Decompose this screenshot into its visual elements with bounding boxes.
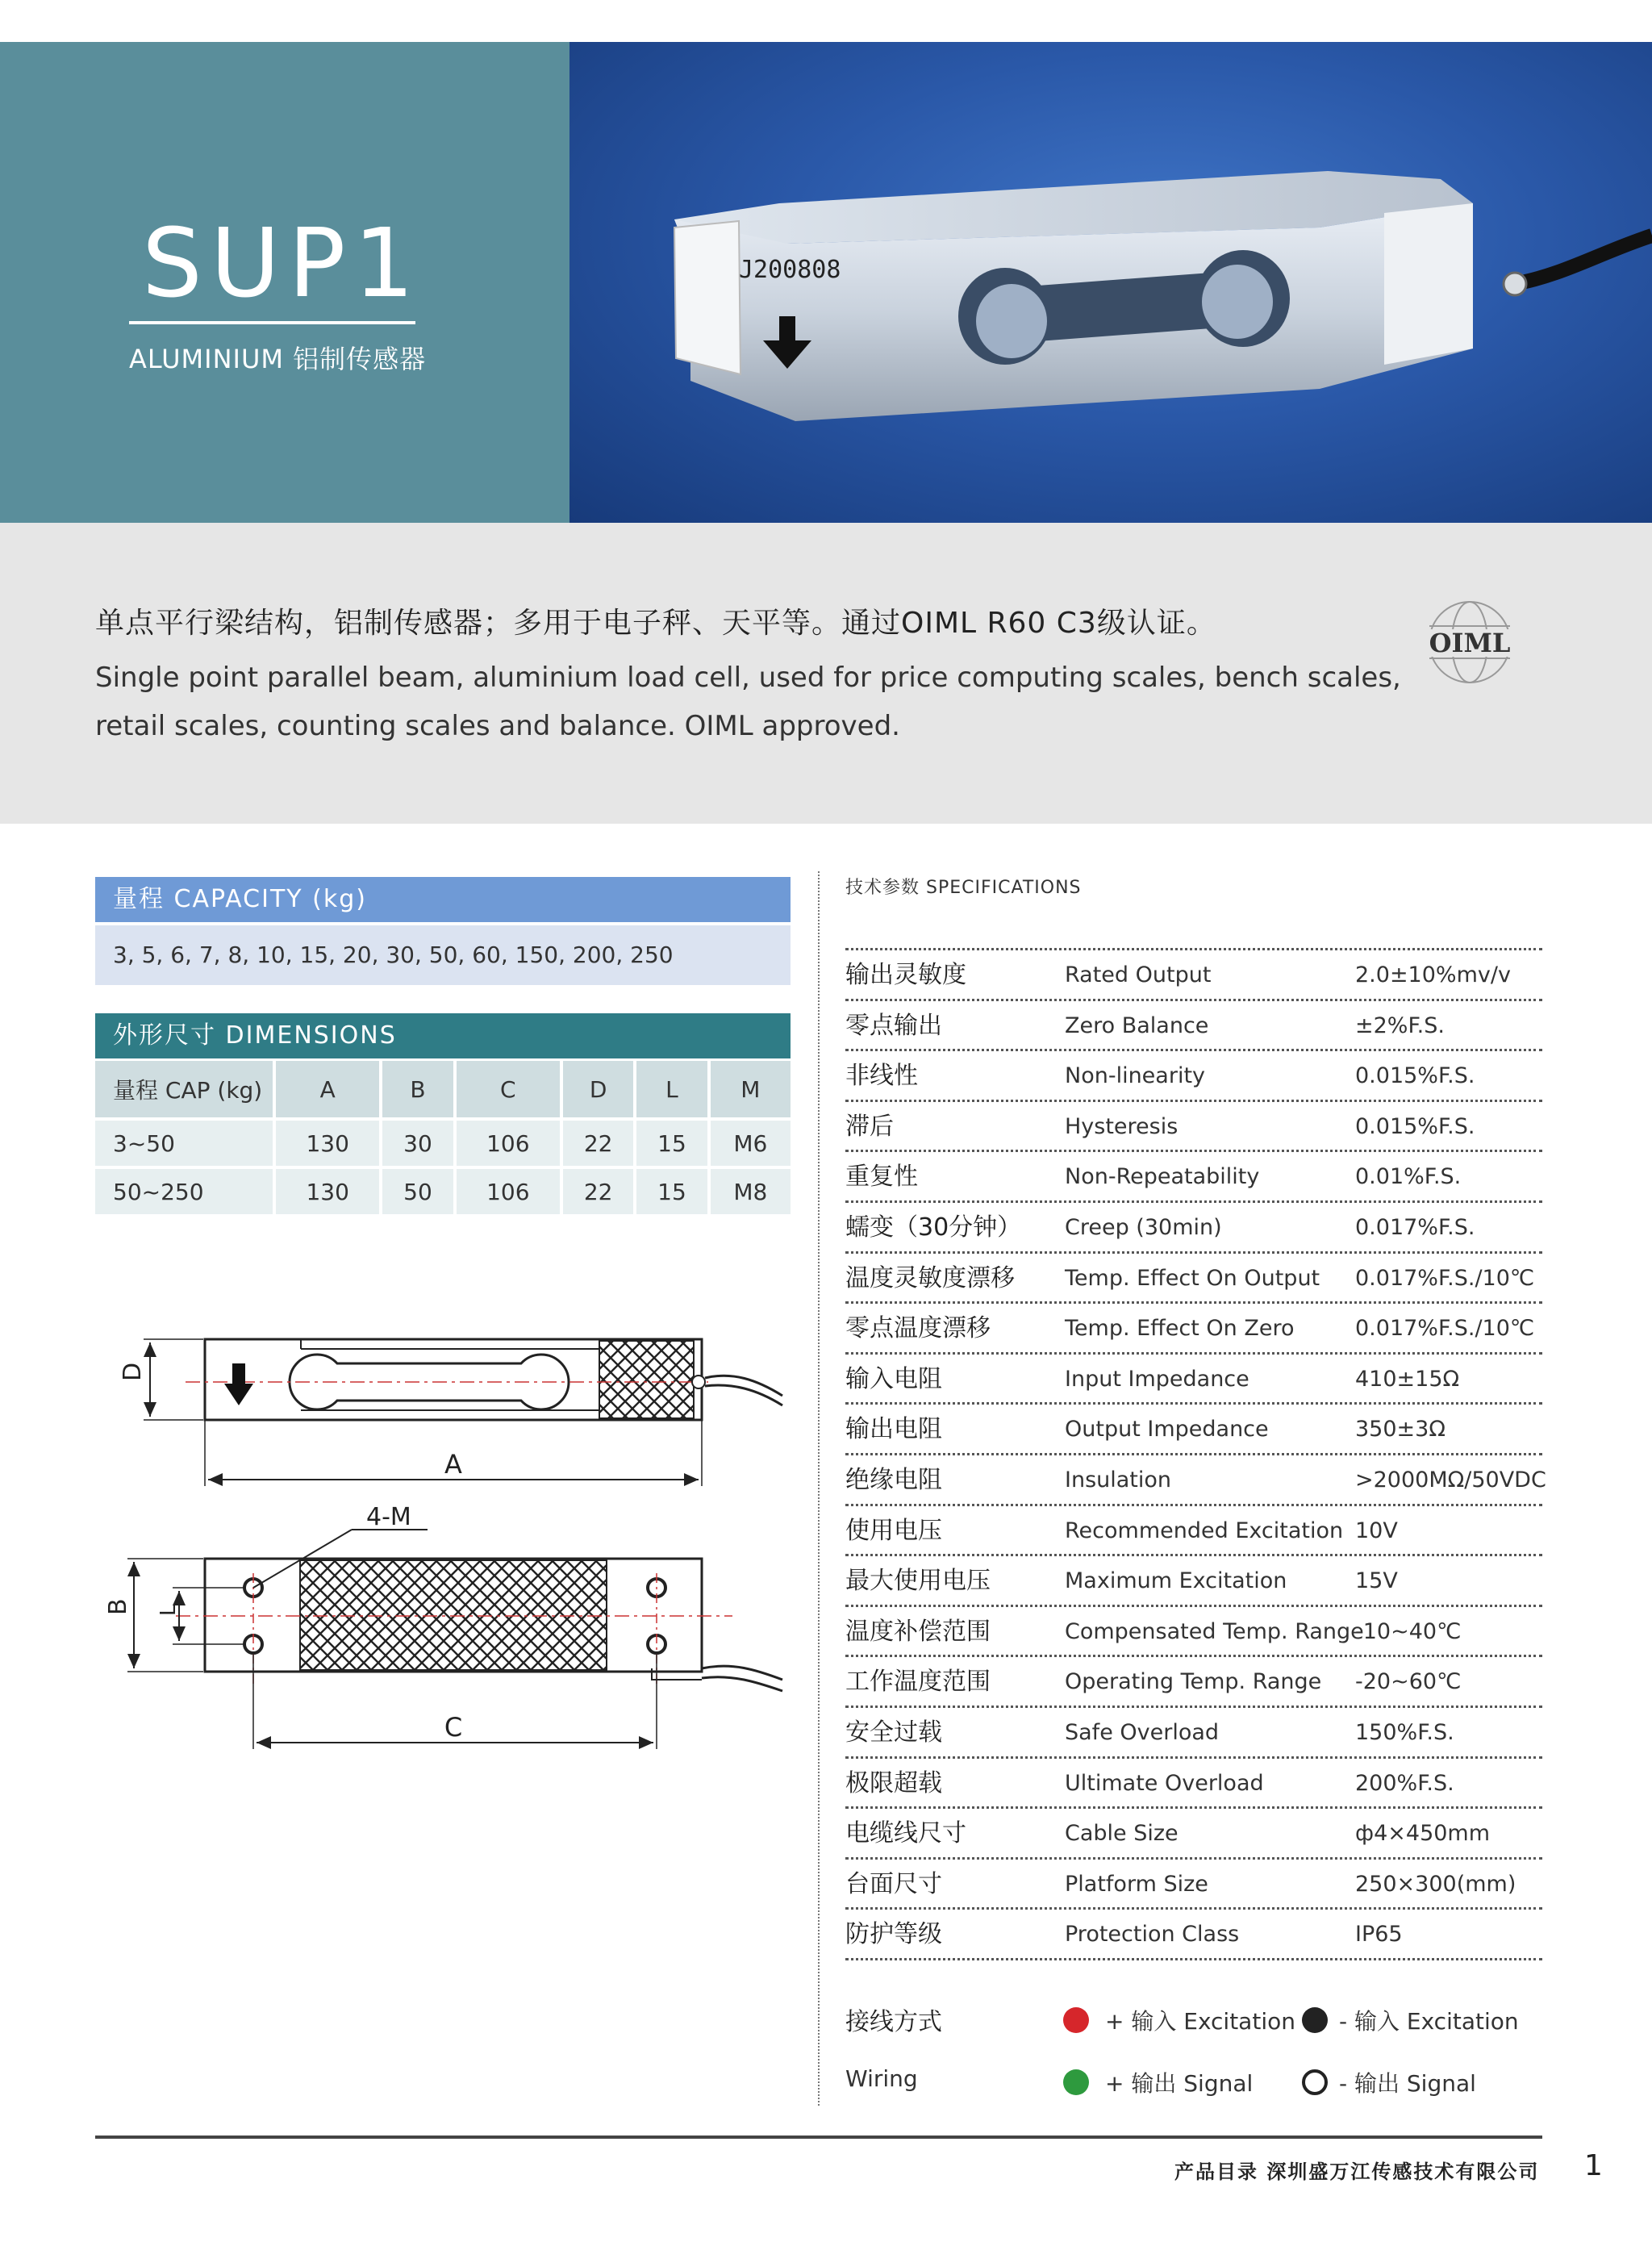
footer-company: 产品目录 深圳盛万江传感技术有限公司 — [1174, 2161, 1540, 2183]
wiring-label-en: Wiring — [845, 2065, 918, 2092]
spec-name-en: Recommended Excitation — [1065, 1518, 1344, 1543]
wire-plus-signal: + 输出 Signal — [1105, 2070, 1254, 2097]
spec-row — [845, 1708, 1542, 1759]
wire-red-dot-icon — [1063, 2007, 1089, 2033]
title-panel — [0, 42, 569, 523]
spec-row — [845, 1051, 1542, 1102]
spec-row — [845, 950, 1542, 1001]
spec-name-cn: 极限超载 — [845, 1768, 942, 1797]
spec-value: 350±3Ω — [1355, 1417, 1446, 1442]
spec-row — [845, 1355, 1542, 1405]
wire-green-dot-icon — [1063, 2069, 1089, 2095]
spec-value: 410±15Ω — [1355, 1366, 1460, 1392]
col-header-a: A — [274, 1061, 381, 1119]
spec-name-cn: 重复性 — [845, 1163, 918, 1192]
spec-row — [845, 1304, 1542, 1355]
title-underline — [129, 321, 415, 324]
spec-name-cn: 温度补偿范围 — [845, 1617, 991, 1646]
spec-row — [845, 1203, 1542, 1254]
spec-row — [845, 1152, 1542, 1203]
dim-label-d: D — [119, 1362, 147, 1381]
screw-icon — [1504, 273, 1526, 295]
spec-value: 250×300(mm) — [1355, 1871, 1516, 1897]
table-row — [95, 1119, 791, 1167]
spec-name-en: Zero Balance — [1065, 1012, 1209, 1038]
spec-name-en: Cable Size — [1065, 1821, 1179, 1847]
spec-value: 200%F.S. — [1355, 1770, 1454, 1796]
dimensions-table — [95, 1061, 791, 1217]
spec-name-en: Non-Repeatability — [1065, 1164, 1260, 1190]
dim-label-l: L — [156, 1604, 181, 1616]
load-cell-photo-illustration — [569, 42, 1652, 523]
dim-label-a: A — [444, 1449, 462, 1480]
col-header-m: M — [709, 1061, 791, 1119]
spec-name-en: Temp. Effect On Zero — [1065, 1316, 1295, 1342]
table-cell: 50 — [381, 1167, 454, 1216]
table-cell: 106 — [455, 1119, 561, 1167]
table-cell: 106 — [455, 1167, 561, 1216]
page-number: 1 — [1584, 2149, 1603, 2182]
spec-row — [845, 1607, 1542, 1658]
spec-name-cn: 温度灵敏度漂移 — [845, 1263, 1015, 1292]
specs-list — [845, 948, 1546, 1960]
spec-value: >2000MΩ/50VDC — [1355, 1467, 1546, 1493]
wire-white-dot-icon — [1302, 2069, 1328, 2095]
spec-name-en: Output Impedance — [1065, 1417, 1269, 1442]
footer-rule — [95, 2136, 1542, 2139]
spec-name-en: Hysteresis — [1065, 1113, 1179, 1139]
top-view — [104, 1503, 782, 1749]
intro-english-line1: Single point parallel beam, aluminium load cell, used for price computing scales, bench scales, — [95, 662, 1401, 694]
cable — [1513, 236, 1652, 284]
spec-value: -10~40℃ — [1355, 1618, 1462, 1644]
wire-minus-signal: - 输出 Signal — [1339, 2070, 1476, 2097]
intro-band — [0, 523, 1652, 824]
spec-name-cn: 输入电阻 — [845, 1364, 942, 1393]
intro-english-line2: retail scales, counting scales and balance. OIML approved. — [95, 710, 900, 742]
spec-value: 2.0±10%mv/v — [1355, 962, 1511, 987]
spec-name-en: Input Impedance — [1065, 1366, 1249, 1392]
table-header-row — [95, 1061, 791, 1119]
col-header-c: C — [455, 1061, 561, 1119]
spec-name-cn: 绝缘电阻 — [845, 1465, 942, 1494]
spec-name-en: Compensated Temp. Range — [1065, 1618, 1364, 1644]
side-view — [119, 1339, 782, 1486]
spec-name-cn: 使用电压 — [845, 1516, 942, 1545]
spec-name-cn: 零点温度漂移 — [845, 1314, 991, 1343]
spec-row — [845, 1506, 1542, 1557]
spec-name-en: Safe Overload — [1065, 1719, 1220, 1745]
spec-name-en: Creep (30min) — [1065, 1214, 1222, 1240]
spec-name-en: Non-linearity — [1065, 1063, 1206, 1089]
dimension-drawing — [95, 1307, 805, 1775]
spec-name-cn: 零点输出 — [845, 1011, 942, 1040]
spec-name-cn: 输出灵敏度 — [845, 961, 966, 989]
spec-value: 10V — [1355, 1518, 1398, 1543]
spec-value: 0.017%F.S./10℃ — [1355, 1316, 1535, 1342]
table-cell: 3~50 — [95, 1119, 274, 1167]
capacity-values: 3, 5, 6, 7, 8, 10, 15, 20, 30, 50, 60, 150, 200, 250 — [95, 925, 791, 985]
spec-row — [845, 1102, 1542, 1153]
col-header-b: B — [381, 1061, 454, 1119]
spec-value: 0.01%F.S. — [1355, 1164, 1462, 1190]
spec-name-cn: 输出电阻 — [845, 1415, 942, 1444]
capacity-heading: 量程 CAPACITY (kg) — [95, 877, 791, 922]
spec-name-en: Ultimate Overload — [1065, 1770, 1264, 1796]
spec-row — [845, 1809, 1542, 1860]
table-cell: M6 — [709, 1119, 791, 1167]
spec-row — [845, 1910, 1542, 1960]
col-header-l: L — [635, 1061, 708, 1119]
spec-name-en: Insulation — [1065, 1467, 1172, 1493]
spec-row — [845, 1860, 1542, 1910]
spec-name-cn: 蠕变（30分钟） — [845, 1213, 1022, 1242]
spec-name-en: Operating Temp. Range — [1065, 1669, 1322, 1695]
spec-value: 0.017%F.S. — [1355, 1214, 1475, 1240]
spec-value: 0.017%F.S./10℃ — [1355, 1265, 1535, 1291]
table-cell: 22 — [561, 1167, 635, 1216]
spec-name-en: Rated Output — [1065, 962, 1212, 987]
product-title: SUP1 — [142, 207, 423, 319]
col-header-cap: 量程 CAP (kg) — [95, 1061, 274, 1119]
spec-name-en: Temp. Effect On Output — [1065, 1265, 1320, 1291]
spec-name-cn: 安全过载 — [845, 1718, 942, 1747]
intro-chinese: 单点平行梁结构，铝制传感器；多用于电子秤、天平等。通过OIML R60 C3级认证。 — [95, 607, 1216, 640]
wire-black-dot-icon — [1302, 2007, 1328, 2033]
spec-name-cn: 最大使用电压 — [845, 1567, 991, 1596]
table-cell: 15 — [635, 1167, 708, 1216]
spec-row — [845, 1001, 1542, 1052]
spec-value: 150%F.S. — [1355, 1719, 1454, 1745]
wire-minus-excitation: - 输入 Excitation — [1339, 2008, 1519, 2035]
specs-title: 技术参数 SPECIFICATIONS — [845, 878, 1082, 898]
spec-row — [845, 1405, 1542, 1455]
spec-name-cn: 工作温度范围 — [845, 1668, 991, 1697]
beam-end-cap — [1384, 203, 1473, 365]
table-cell: 22 — [561, 1119, 635, 1167]
oiml-logo-icon — [1415, 587, 1525, 697]
spec-row — [845, 1455, 1546, 1506]
spec-value: 15V — [1355, 1568, 1398, 1594]
spec-name-cn: 电缆线尺寸 — [845, 1819, 966, 1848]
spec-row — [845, 1556, 1542, 1607]
label-serial: J200808 — [739, 256, 841, 284]
table-cell: M8 — [709, 1167, 791, 1216]
oiml-logo-text: OIML — [1429, 628, 1511, 658]
table-cell: 50~250 — [95, 1167, 274, 1216]
spec-row — [845, 1657, 1542, 1708]
product-photo — [569, 42, 1652, 523]
col-header-d: D — [561, 1061, 635, 1119]
table-cell: 15 — [635, 1119, 708, 1167]
wiring-label-cn: 接线方式 — [845, 2008, 942, 2036]
spec-value: IP65 — [1355, 1922, 1403, 1948]
header-banner — [0, 42, 1652, 523]
dimensions-heading: 外形尺寸 DIMENSIONS — [95, 1013, 791, 1058]
table-cell: 130 — [274, 1119, 381, 1167]
table-row — [95, 1167, 791, 1216]
dim-label-b: B — [104, 1598, 132, 1615]
spec-name-en: Platform Size — [1065, 1871, 1208, 1897]
spec-value: ф4×450mm — [1355, 1821, 1491, 1847]
spec-value: 0.015%F.S. — [1355, 1113, 1475, 1139]
spec-name-cn: 非线性 — [845, 1062, 918, 1091]
spec-name-cn: 滞后 — [845, 1112, 894, 1141]
dim-label-c: C — [444, 1712, 463, 1743]
wire-plus-excitation: + 输入 Excitation — [1105, 2008, 1295, 2035]
dim-label-4m: 4-M — [366, 1503, 411, 1531]
spec-value: ±2%F.S. — [1355, 1012, 1445, 1038]
column-divider — [818, 871, 820, 2106]
table-cell: 130 — [274, 1167, 381, 1216]
table-cell: 30 — [381, 1119, 454, 1167]
spec-name-cn: 防护等级 — [845, 1920, 942, 1949]
spec-name-cn: 台面尺寸 — [845, 1869, 942, 1898]
spec-value: -20~60℃ — [1355, 1669, 1462, 1695]
spec-row — [845, 1759, 1542, 1810]
spec-value: 0.015%F.S. — [1355, 1063, 1475, 1089]
spec-name-en: Maximum Excitation — [1065, 1568, 1287, 1594]
spec-name-en: Protection Class — [1065, 1922, 1240, 1948]
product-subtitle: ALUMINIUM 铝制传感器 — [129, 344, 427, 374]
spec-row — [845, 1254, 1542, 1305]
